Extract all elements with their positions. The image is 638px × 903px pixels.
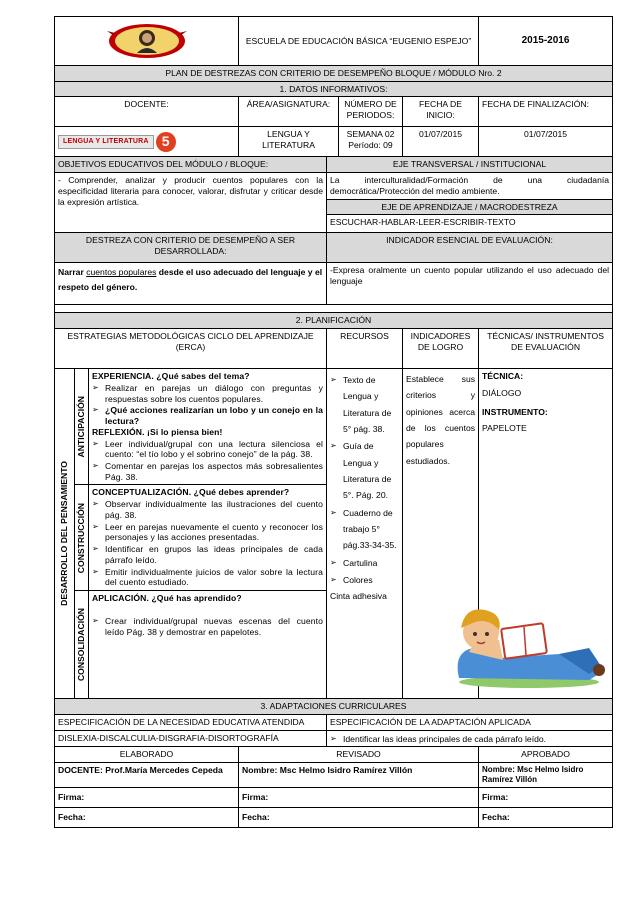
indicador-logro-text: Establece sus criterios y opiniones acerca de los cuentos populares estudiados. bbox=[406, 374, 476, 466]
eje-aprendizaje-label: EJE DE APRENDIZAJE / MACRODESTREZA bbox=[327, 199, 613, 215]
anticipacion-content bbox=[89, 369, 327, 485]
periodos-value bbox=[339, 127, 403, 157]
indicador-esencial-label: INDICADOR ESENCIAL DE EVALUACIÓN: bbox=[327, 233, 613, 263]
tecnica-value: DIÁLOGO bbox=[482, 387, 522, 398]
objetivos-text: - Comprender, analizar y producir cuentos populares con la especificidad literaria para conocer, valorar, disfrutar y criticar desde la expresión artística. bbox=[55, 173, 327, 233]
recursos-content bbox=[327, 369, 403, 699]
elaborado-label: ELABORADO bbox=[55, 747, 239, 763]
section-datos-informativos: 1. DATOS INFORMATIVOS: bbox=[55, 81, 613, 97]
con-item: ➢ Identificar en grupos las ideas principales de cada párrafo leído. bbox=[92, 544, 323, 565]
revisado-name: Nombre: Msc Helmo Isidro Ramírez Villón bbox=[239, 763, 479, 788]
vert-consolidacion: CONSOLIDACIÓN bbox=[75, 591, 89, 699]
school-crest-icon bbox=[107, 21, 187, 61]
instrumento-value: PAPELOTE bbox=[482, 423, 527, 434]
exp-item: ➢ ¿Qué acciones realizarían un lobo y un conejo en la lectura? bbox=[92, 405, 323, 426]
reading-child-illustration bbox=[439, 582, 609, 692]
tecnica-label: TÉCNICA: bbox=[482, 371, 524, 382]
plan-title: PLAN DE DESTREZAS CON CRITERIO DE DESEMPEÑO BLOQUE / MÓDULO Nro. 2 bbox=[55, 66, 613, 82]
reflexion-title: REFLEXIÓN. ¡Si lo piensa bien! bbox=[92, 426, 223, 437]
apl-item: ➢ Crear individual/grupal nuevas escenas del cuento leído Pág. 38 y demostrar en papelotes. bbox=[92, 616, 323, 637]
con-item: ➢ Leer en parejas nuevamente el cuento y reconocer los personajes y las acciones presentadas. bbox=[92, 522, 323, 543]
area-label: ÁREA/ASIGNATURA: bbox=[239, 97, 339, 127]
col-tecnicas: TÉCNICAS/ INSTRUMENTOS DE EVALUACIÓN bbox=[479, 329, 613, 369]
instrumento-label: INSTRUMENTO: bbox=[482, 406, 548, 417]
fecha-revisado: Fecha: bbox=[239, 808, 479, 828]
conceptualizacion-title: CONCEPTUALIZACIÓN. ¿Qué debes aprender? bbox=[92, 487, 290, 498]
destreza-label: DESTREZA CON CRITERIO DE DESEMPEÑO A SER DESARROLLADA: bbox=[55, 233, 327, 263]
fin-label: FECHA DE FINALIZACIÓN: bbox=[479, 97, 613, 127]
aplicacion-title: APLICACIÓN. ¿Qué has aprendido? bbox=[92, 593, 242, 604]
inicio-label: FECHA DE INICIO: bbox=[403, 97, 479, 127]
eje-transversal-label: EJE TRANSVERSAL / INSTITUCIONAL bbox=[327, 157, 613, 173]
recurso-item: ➢ Texto de Lengua y Literatura de 5° pág. 38. bbox=[330, 372, 399, 437]
ref-item: ➢ Leer individual/grupal con una lectura silenciosa el cuento: “el tío lobo y el sobrino conejo” de la pág. 38. bbox=[92, 439, 323, 460]
construccion-content bbox=[89, 485, 327, 591]
con-item: ➢ Observar individualmente las ilustraciones del cuento pág. 38. bbox=[92, 499, 323, 520]
periodos-label: NÚMERO DE PERIODOS: bbox=[339, 97, 403, 127]
indicador-esencial-text: -Expresa oralmente un cuento popular utilizando el uso adecuado del lenguaje bbox=[327, 263, 613, 305]
revisado-label: REVISADO bbox=[239, 747, 479, 763]
objetivos-label: OBJETIVOS EDUCATIVOS DEL MÓDULO / BLOQUE: bbox=[55, 157, 327, 173]
con-item: ➢ Emitir individualmente juicios de valor sobre la lectura del cuento estudiado. bbox=[92, 567, 323, 588]
docente-label: DOCENTE: bbox=[55, 97, 239, 127]
col-indicadores: INDICADORES DE LOGRO bbox=[403, 329, 479, 369]
fecha-aprobado: Fecha: bbox=[479, 808, 613, 828]
periodo-value: Período: 09 bbox=[348, 140, 393, 151]
nee-label: ESPECIFICACIÓN DE LA NECESIDAD EDUCATIVA ATENDIDA bbox=[55, 714, 327, 730]
vert-desarrollo: DESARROLLO DEL PENSAMIENTO bbox=[55, 369, 75, 699]
firma-aprobado: Firma: bbox=[479, 788, 613, 808]
firma-elaborado: Firma: bbox=[55, 788, 239, 808]
inicio-value: 01/07/2015 bbox=[403, 127, 479, 157]
tecnicas-content bbox=[479, 369, 613, 699]
lengua-literatura-logo bbox=[58, 132, 176, 152]
area-value: LENGUA Y LITERATURA bbox=[239, 127, 339, 157]
school-year: 2015-2016 bbox=[479, 17, 613, 66]
col-recursos: RECURSOS bbox=[327, 329, 403, 369]
section-planificacion: 2. PLANIFICACIÓN bbox=[55, 313, 613, 329]
recurso-item: ➢ Guía de Lengua y Literatura de 5°. Pág. 20. bbox=[330, 438, 399, 503]
ref-item: ➢ Comentar en parejas los aspectos más sobresalientes Pág. 38. bbox=[92, 461, 323, 482]
aprobado-label: APROBADO bbox=[479, 747, 613, 763]
logo-text: LENGUA Y LITERATURA bbox=[58, 135, 154, 150]
section-adaptaciones: 3. ADAPTACIONES CURRICULARES bbox=[55, 699, 613, 715]
eje-aprendizaje-text: ESCUCHAR-HABLAR-LEER-ESCRIBIR-TEXTO bbox=[327, 215, 613, 233]
vert-anticipacion: ANTICIPACIÓN bbox=[75, 369, 89, 485]
adaptacion-value: ➢ Identificar las ideas principales de cada párrafo leído. bbox=[330, 734, 609, 745]
firma-revisado: Firma: bbox=[239, 788, 479, 808]
destreza-underlined: cuentos populares bbox=[86, 267, 157, 278]
consolidacion-content bbox=[89, 591, 327, 699]
destreza-text: Narrar cuentos populares desde el uso adecuado del lenguaje y el respeto del género. bbox=[55, 263, 327, 305]
adaptacion-label: ESPECIFICACIÓN DE LA ADAPTACIÓN APLICADA bbox=[327, 714, 613, 730]
fecha-elaborado: Fecha: bbox=[55, 808, 239, 828]
school-name: ESCUELA DE EDUCACIÓN BÁSICA “EUGENIO ESPEJO” bbox=[239, 17, 479, 66]
exp-item: ➢ Realizar en parejas un diálogo con preguntas y respuestas sobre los cuentos populares. bbox=[92, 383, 323, 404]
school-logo-cell bbox=[55, 17, 239, 66]
recurso-item: ➢ Cuaderno de trabajo 5° pág.33-34-35. bbox=[330, 505, 399, 554]
docente-name: DOCENTE: Prof.María Mercedes Cepeda bbox=[55, 763, 239, 788]
vert-construccion: CONSTRUCCIÓN bbox=[75, 485, 89, 591]
eje-transversal-text: La interculturalidad/Formación de una ciudadanía democrática/Protección del medio ambiente. bbox=[327, 173, 613, 199]
plan-table bbox=[54, 16, 613, 828]
col-estrategias: ESTRATEGIAS METODOLÓGICAS CICLO DEL APRENDIZAJE (ERCA) bbox=[55, 329, 327, 369]
adaptacion-value-cell bbox=[327, 730, 613, 747]
recurso-item: ➢ Cartulina bbox=[330, 555, 399, 571]
logo-number: 5 bbox=[156, 132, 176, 152]
lesson-plan-document bbox=[54, 16, 612, 828]
semana-value: SEMANA 02 bbox=[346, 129, 395, 140]
fin-value: 01/07/2015 bbox=[479, 127, 613, 157]
recurso-extra: Cinta adhesiva bbox=[330, 591, 387, 602]
nee-value: DISLEXIA-DISCALCULIA-DISGRAFIA-DISORTOGRAFÍA bbox=[55, 730, 327, 747]
experiencia-title: EXPERIENCIA. ¿Qué sabes del tema? bbox=[92, 371, 250, 382]
aprobado-name: Nombre: Msc Helmo Isidro Ramírez Villón bbox=[479, 763, 613, 788]
recurso-item: ➢ Colores bbox=[330, 572, 399, 588]
asignatura-logo-cell bbox=[55, 127, 239, 157]
